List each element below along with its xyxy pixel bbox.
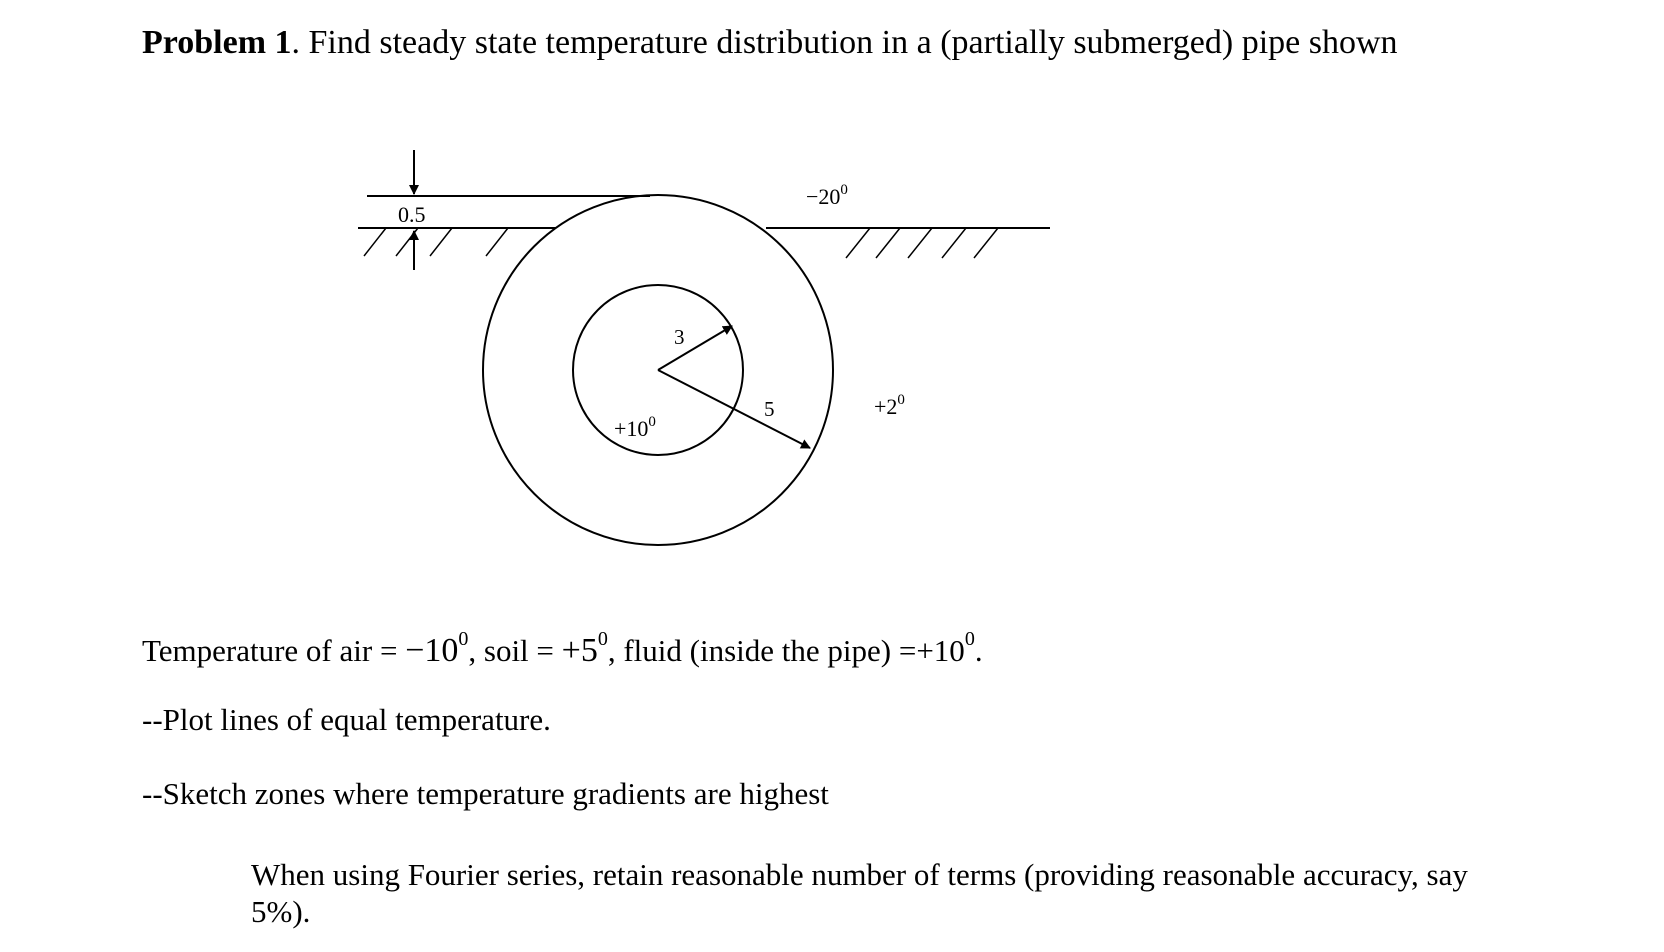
outer-temperature-label: $+2^0$ bbox=[874, 392, 905, 419]
soil-degree: 0 bbox=[597, 628, 608, 650]
soil-prefix: , soil = bbox=[468, 633, 562, 668]
inner-radius-label: 3 bbox=[674, 325, 685, 349]
air-prefix: Temperature of air = bbox=[142, 633, 406, 668]
temperature-conditions bbox=[142, 628, 983, 670]
ground-hatch-left bbox=[364, 228, 508, 256]
outer-radius-label: 5 bbox=[764, 397, 775, 421]
air-value: −10 bbox=[405, 632, 459, 669]
sentence-end: . bbox=[974, 633, 983, 668]
problem-label: Problem 1 bbox=[142, 24, 292, 61]
fluid-degree: 0 bbox=[964, 628, 975, 650]
fourier-note: When using Fourier series, retain reasonable number of terms (providing reasonable accuracy, say 5%). bbox=[251, 857, 1468, 929]
air-temperature-label: $-20^0$ bbox=[806, 182, 848, 209]
fluid-prefix: , fluid (inside the pipe) = bbox=[607, 633, 917, 668]
depth-label: 0.5 bbox=[398, 202, 426, 227]
fluid-value: +10 bbox=[916, 633, 965, 668]
task-gradient-zones: --Sketch zones where temperature gradients are highest bbox=[142, 776, 829, 811]
air-degree: 0 bbox=[458, 628, 469, 650]
inner-radius-arrow bbox=[658, 326, 732, 370]
soil-value: +5 bbox=[561, 632, 598, 669]
task-plot-isotherms: --Plot lines of equal temperature. bbox=[142, 702, 551, 737]
inner-temperature-label: $+10^0$ bbox=[614, 414, 656, 441]
ground-hatch-right bbox=[846, 228, 998, 258]
problem-statement: . Find steady state temperature distribution in a (partially submerged) pipe shown bbox=[291, 24, 1398, 61]
outer-radius-arrow bbox=[658, 370, 810, 448]
